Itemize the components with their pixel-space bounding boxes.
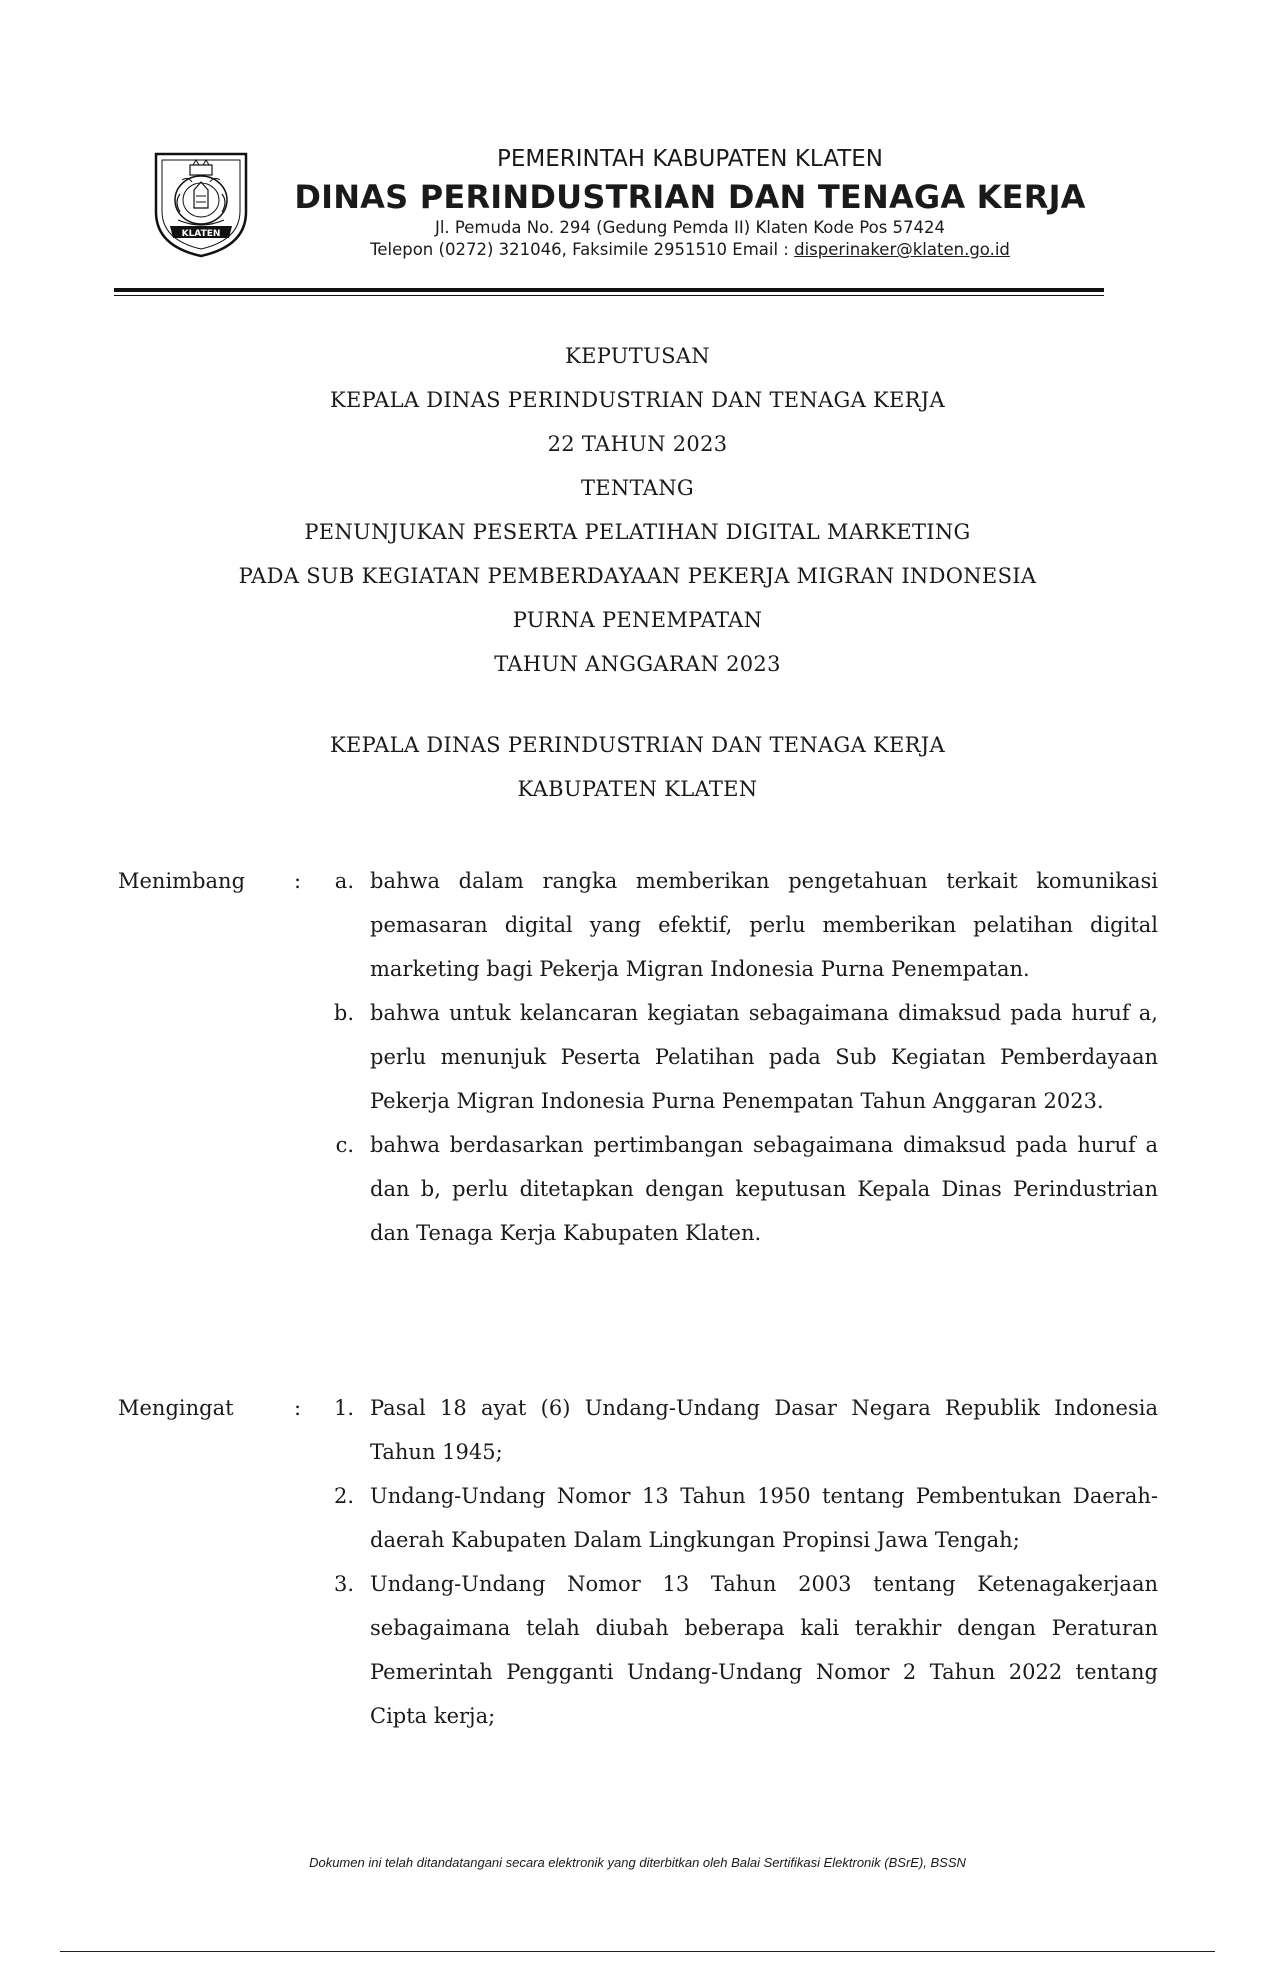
decree-title <box>0 334 1275 686</box>
mengingat-section <box>118 1386 1158 1738</box>
item-text: bahwa dalam rangka memberikan pengetahuan terkait komunikasi pemasaran digital yang efektif, perlu memberikan pelatihan digital marketing bagi Pekerja Migran Indonesia Purna Penempatan. <box>370 869 1158 981</box>
item-text: Pasal 18 ayat (6) Undang-Undang Dasar Negara Republik Indonesia Tahun 1945; <box>370 1396 1158 1464</box>
menimbang-label: Menimbang <box>118 869 246 893</box>
item-text: Undang-Undang Nomor 13 Tahun 2003 tentang Ketenagakerjaan sebagaimana telah diubah beberapa kali terakhir dengan Peraturan Pemerintah Pengganti Undang-Undang Nomor 2 Tahun 2022 tentang Cipta kerja; <box>370 1572 1158 1728</box>
menimbang-item <box>318 859 1158 991</box>
e-signature-note: Dokumen ini telah ditandatangani secara elektronik yang diterbitkan oleh Balai Sertifikasi Elektronik (BSrE), BSSN <box>309 1855 966 1870</box>
title-line: PADA SUB KEGIATAN PEMBERDAYAAN PEKERJA MIGRAN INDONESIA <box>238 564 1037 588</box>
mengingat-colon: : <box>294 1396 302 1420</box>
menimbang-item <box>318 991 1158 1123</box>
letterhead-divider-thick <box>114 288 1104 292</box>
email-link[interactable]: disperinaker@klaten.go.id <box>794 240 1010 259</box>
issuer-heading <box>0 723 1275 811</box>
mengingat-item <box>318 1562 1158 1738</box>
mengingat-item <box>318 1386 1158 1474</box>
title-line: KEPUTUSAN <box>565 344 710 368</box>
agency-name: DINAS PERINDUSTRIAN DAN TENAGA KERJA <box>294 178 1086 216</box>
item-marker: c. <box>335 1133 354 1157</box>
item-text: bahwa berdasarkan pertimbangan sebagaimana dimaksud pada huruf a dan b, perlu ditetapkan dengan keputusan Kepala Dinas Perindustrian dan Tenaga Kerja Kabupaten Klaten. <box>370 1133 1158 1245</box>
logo-text: KLATEN <box>181 229 221 239</box>
item-text: Undang-Undang Nomor 13 Tahun 1950 tentang Pembentukan Daerah-daerah Kabupaten Dalam Lingkungan Propinsi Jawa Tengah; <box>370 1484 1158 1552</box>
title-line: KEPALA DINAS PERINDUSTRIAN DAN TENAGA KERJA <box>330 388 945 412</box>
issuer-line: KABUPATEN KLATEN <box>517 777 758 801</box>
title-line: PURNA PENEMPATAN <box>512 608 763 632</box>
issuer-line: KEPALA DINAS PERINDUSTRIAN DAN TENAGA KERJA <box>330 733 945 757</box>
item-marker: a. <box>334 869 354 893</box>
title-line: 22 TAHUN 2023 <box>547 432 728 456</box>
item-text: bahwa untuk kelancaran kegiatan sebagaimana dimaksud pada huruf a, perlu menunjuk Peserta Pelatihan pada Sub Kegiatan Pemberdayaan Pekerja Migran Indonesia Purna Penempatan Tahun Anggaran 2023. <box>370 1001 1158 1113</box>
government-name: PEMERINTAH KABUPATEN KLATEN <box>497 146 883 172</box>
title-line: TENTANG <box>581 476 694 500</box>
agency-contact <box>260 240 1120 259</box>
footer-divider <box>60 1951 1215 1952</box>
mengingat-label: Mengingat <box>118 1396 234 1420</box>
item-marker: 1. <box>333 1396 354 1420</box>
menimbang-item <box>318 1123 1158 1255</box>
menimbang-colon: : <box>294 869 302 893</box>
mengingat-item <box>318 1474 1158 1562</box>
title-line: PENUNJUKAN PESERTA PELATIHAN DIGITAL MARKETING <box>304 520 971 544</box>
item-marker: 3. <box>333 1572 354 1596</box>
letterhead-divider-thin <box>114 295 1104 296</box>
menimbang-section <box>118 859 1158 1255</box>
agency-address: Jl. Pemuda No. 294 (Gedung Pemda II) Klaten Kode Pos 57424 <box>434 218 946 237</box>
regency-emblem-logo <box>152 150 250 260</box>
title-line: TAHUN ANGGARAN 2023 <box>494 652 781 676</box>
item-marker: 2. <box>333 1484 354 1508</box>
contact-details: Telepon (0272) 321046, Faksimile 2951510 Email : <box>370 240 795 259</box>
item-marker: b. <box>333 1001 354 1025</box>
